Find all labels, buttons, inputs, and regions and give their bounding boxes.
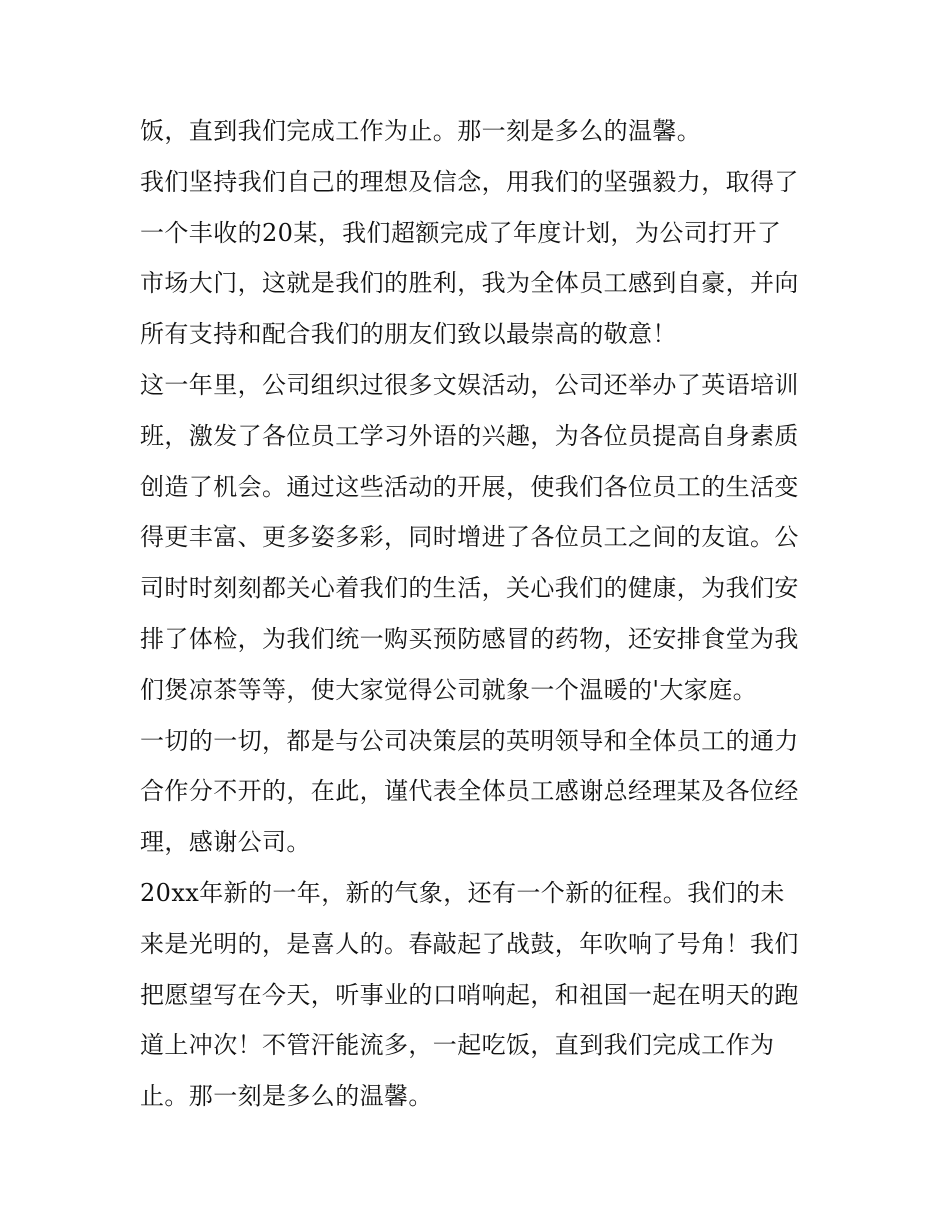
text-line: 班，激发了各位员工学习外语的兴趣，为各位员提高自身素质 [140,421,799,450]
text-line: 饭，直到我们完成工作为止。那一刻是多么的温馨。 [140,117,702,145]
text-line: 市场大门，这就是我们的胜利，我为全体员工感到自豪，并向 [140,269,799,298]
text-line: 理，感谢公司。 [140,828,311,857]
paragraph-3 [140,360,820,716]
text-line: 这一年里，公司组织过很多文娱活动，公司还举办了英语培训 [140,370,799,399]
text-line: 我们坚持我们自己的理想及信念，用我们的坚强毅力，取得了 [140,167,799,196]
text-line: 来是光明的，是喜人的。春敲起了战鼓，年吹响了号角！我们 [140,929,799,958]
paragraph-2 [140,157,820,360]
text-line: 道上冲次！不管汗能流多，一起吃饭，直到我们完成工作为 [140,1031,775,1060]
paragraph-1 [140,106,820,157]
text-line: 把愿望写在今天，听事业的口哨响起，和祖国一起在明天的跑 [140,980,799,1009]
text-line: 们煲凉茶等等，使大家觉得公司就象一个温暖的'大家庭。 [140,675,757,704]
text-line: 一个丰收的20某，我们超额完成了年度计划，为公司打开了 [140,218,782,247]
paragraph-4 [140,716,820,868]
text-line: 司时时刻刻都关心着我们的生活，关心我们的健康，为我们安 [140,574,799,603]
text-line: 创造了机会。通过这些活动的开展，使我们各位员工的生活变 [140,472,799,501]
text-line: 一切的一切，都是与公司决策层的英明领导和全体员工的通力 [140,726,799,755]
text-line: 20xx年新的一年，新的气象，还有一个新的征程。我们的未 [140,878,785,907]
text-line: 止。那一刻是多么的温馨。 [140,1082,433,1111]
document-body [140,106,820,1122]
text-line: 所有支持和配合我们的朋友们致以最崇高的敬意！ [140,320,677,349]
text-line: 排了体检，为我们统一购买预防感冒的药物，还安排食堂为我 [140,624,799,653]
paragraph-5 [140,868,820,1122]
text-line: 合作分不开的，在此，谨代表全体员工感谢总经理某及各位经 [140,777,799,806]
text-line: 得更丰富、更多姿多彩，同时增进了各位员工之间的友谊。公 [140,523,799,552]
